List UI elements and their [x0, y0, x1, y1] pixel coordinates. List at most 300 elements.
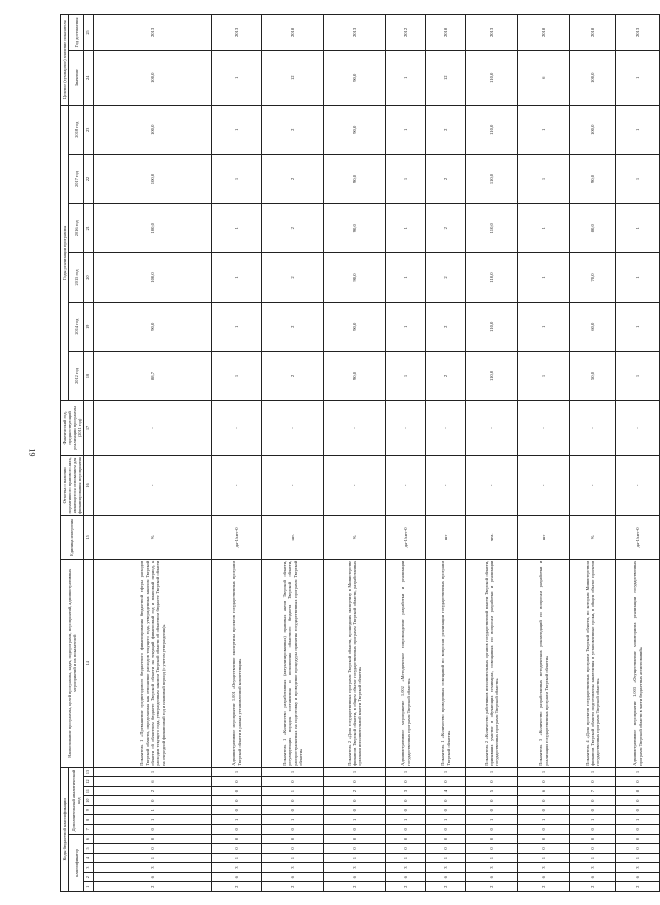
year-value: 2 — [426, 351, 466, 400]
code-digit: 2 — [262, 882, 324, 892]
column-number: 18 — [83, 351, 93, 400]
row-ref: - — [324, 455, 386, 515]
code-digit: 0 — [94, 844, 212, 854]
code-digit: 6 — [616, 872, 660, 882]
code-digit: 0 — [616, 805, 660, 815]
code-digit: 0 — [386, 825, 426, 835]
year-value: 110,0 — [466, 253, 518, 302]
row-ref: - — [94, 455, 212, 515]
target-year-header: Год достижения — [69, 15, 83, 51]
year-value: 1 — [518, 204, 570, 253]
column-number: 15 — [83, 515, 93, 559]
column-number: 9 — [83, 805, 93, 815]
code-digit: 0 — [616, 844, 660, 854]
target-value: 1 — [212, 50, 262, 105]
code-digit: 2 — [324, 882, 386, 892]
row-unit: чел. — [466, 515, 518, 559]
year-value: 50,0 — [570, 351, 616, 400]
code-digit: 0 — [466, 844, 518, 854]
code-digit: 0 — [518, 777, 570, 787]
code-digit: 0 — [212, 805, 262, 815]
code-digit: 1 — [94, 767, 212, 777]
code-sub-header: классификатор — [69, 834, 83, 891]
table-row — [616, 15, 660, 892]
code-digit: 0 — [616, 777, 660, 787]
code-digit: 6 — [426, 872, 466, 882]
year-value: 1 — [616, 302, 660, 351]
year-header: 2016 год — [69, 204, 83, 253]
column-number: 20 — [83, 253, 93, 302]
code-digit: 0 — [212, 844, 262, 854]
year-value: 1 — [212, 302, 262, 351]
code-digit: 0 — [570, 796, 616, 806]
code-digit: 1 — [324, 815, 386, 825]
row-ref: - — [518, 455, 570, 515]
year-value: 1 — [518, 302, 570, 351]
code-digit: 0 — [262, 777, 324, 787]
year-header: 2012 год — [69, 351, 83, 400]
year-value: 1 — [616, 154, 660, 203]
code-digit: 3 — [570, 863, 616, 873]
code-digit: 0 — [616, 825, 660, 835]
row-fact: - — [466, 401, 518, 456]
code-digit: 0 — [94, 834, 212, 844]
code-digit: 1 — [386, 815, 426, 825]
code-digit: 0 — [212, 825, 262, 835]
column-number-row — [83, 15, 93, 892]
code-digit: 0 — [212, 786, 262, 796]
code-digit: 0 — [570, 834, 616, 844]
code-digit: 0 — [324, 844, 386, 854]
code-group-header: Коды бюджетной классификации — [61, 767, 69, 891]
years-group-header: Годы реализации программы — [61, 105, 69, 401]
table-row — [262, 15, 324, 892]
code-digit: 0 — [386, 805, 426, 815]
column-number: 11 — [83, 786, 93, 796]
table-row — [324, 15, 386, 892]
code-digit: 3 — [386, 786, 426, 796]
code-digit: 0 — [262, 796, 324, 806]
code-digit: 0 — [386, 777, 426, 787]
code-digit: 2 — [616, 882, 660, 892]
target-year: 2013 — [94, 15, 212, 51]
row-name: Показатель 4 «Доля проектов государственных программ Тверской области, по которым Министерством финансов Тверской области подготовлены заключения в установленные сроки, в общем объеме проектов государственных программ Тверской области» — [570, 559, 616, 767]
code-digit: 0 — [466, 834, 518, 844]
table-row — [518, 15, 570, 892]
row-unit: шт — [426, 515, 466, 559]
code-digit: 0 — [386, 844, 426, 854]
code-digit: 1 — [212, 853, 262, 863]
code-digit: 1 — [466, 815, 518, 825]
code-digit: 0 — [426, 796, 466, 806]
code-digit: 0 — [324, 796, 386, 806]
target-year: 2013 — [212, 15, 262, 51]
year-value: 1 — [386, 105, 426, 154]
year-value: 1 — [616, 204, 660, 253]
year-value: 90,0 — [324, 302, 386, 351]
year-value: 2 — [426, 302, 466, 351]
year-value: 100,0 — [94, 204, 212, 253]
row-name: Административное мероприятие 1.002 «Методическое сопровождение разработки и реализации государственных программ Тверской области» — [386, 559, 426, 767]
target-value: 100,0 — [94, 50, 212, 105]
code-digit: 1 — [616, 767, 660, 777]
unit-column-header: Единица измерения — [61, 515, 84, 559]
column-number: 8 — [83, 815, 93, 825]
code-digit: 1 — [466, 767, 518, 777]
year-header: 2014 год — [69, 302, 83, 351]
year-value: 100,0 — [94, 154, 212, 203]
column-number: 4 — [83, 853, 93, 863]
year-value: 1 — [386, 302, 426, 351]
code-digit: 1 — [212, 815, 262, 825]
code-digit: 3 — [324, 863, 386, 873]
year-value: 2 — [426, 204, 466, 253]
code-digit: 1 — [518, 767, 570, 777]
target-year: 2012 — [386, 15, 426, 51]
code-digit: 0 — [466, 805, 518, 815]
row-name: Административное мероприятие 1.003 «Осуществление мониторинга реализации государственных программ Тверской области в части бюджетных ассигнований» — [616, 559, 660, 767]
row-fact: - — [324, 401, 386, 456]
code-digit: 2 — [466, 882, 518, 892]
code-digit: 4 — [426, 786, 466, 796]
year-value: 1 — [212, 351, 262, 400]
year-value: 1 — [212, 204, 262, 253]
code-digit: 2 — [324, 786, 386, 796]
row-name: Показатель 3 «Количество разработанных методических рекомендаций по вопросам разработки и реализации государственных программ Тверской области» — [518, 559, 570, 767]
column-number: 17 — [83, 401, 93, 456]
row-fact: - — [518, 401, 570, 456]
code-digit: 1 — [262, 853, 324, 863]
code-digit: 0 — [212, 834, 262, 844]
code-digit: 0 — [212, 777, 262, 787]
code-digit: 6 — [518, 872, 570, 882]
code-digit: 0 — [466, 825, 518, 835]
year-value: 70,0 — [570, 253, 616, 302]
code-digit: 1 — [570, 853, 616, 863]
year-value: 90,0 — [324, 204, 386, 253]
code-digit: 3 — [262, 863, 324, 873]
table-row — [94, 15, 212, 892]
code-digit: 0 — [518, 825, 570, 835]
column-number: 14 — [83, 559, 93, 767]
code-digit: 1 — [262, 815, 324, 825]
year-value: 1 — [386, 204, 426, 253]
year-value: 100,0 — [94, 253, 212, 302]
column-number: 25 — [83, 15, 93, 51]
code-digit: 6 — [212, 872, 262, 882]
year-value: 60,0 — [570, 302, 616, 351]
row-name: Показатель 1 «Количество разработанных (актуализированных) правовых актов Тверской области, регулирующих порядок составления и исполнения областного бюджета Тверской области, распространяемых на подготовку и проведение процедуры принятия государственных программ Тверской области» — [262, 559, 324, 767]
year-value: 90,0 — [94, 302, 212, 351]
ref-column-header: Отметка о наличии нормативного правового акта, являющегося основанием для финансирования мероприятия — [61, 457, 83, 514]
code-digit: 0 — [616, 834, 660, 844]
code-digit: 0 — [518, 834, 570, 844]
row-unit: шт — [518, 515, 570, 559]
row-fact: - — [212, 401, 262, 456]
code-digit: 1 — [386, 767, 426, 777]
year-value: 2 — [262, 105, 324, 154]
code-digit: 0 — [518, 844, 570, 854]
code-digit: 2 — [94, 786, 212, 796]
code-digit: 0 — [324, 825, 386, 835]
code-digit: 0 — [426, 805, 466, 815]
year-value: 110,0 — [466, 351, 518, 400]
column-number: 24 — [83, 50, 93, 105]
year-value: 1 — [212, 253, 262, 302]
code-digit: 0 — [262, 825, 324, 835]
year-value: 1 — [518, 351, 570, 400]
row-unit: да-1/нет-0 — [386, 515, 426, 559]
code-digit: 0 — [94, 796, 212, 806]
code-digit: 0 — [324, 805, 386, 815]
code-digit: 0 — [386, 796, 426, 806]
code-digit: 3 — [212, 863, 262, 873]
code-digit: 1 — [466, 853, 518, 863]
row-ref: - — [466, 455, 518, 515]
year-value: 2 — [426, 105, 466, 154]
page-number: 19 — [27, 448, 37, 457]
year-value: 1 — [616, 253, 660, 302]
target-value: 6 — [518, 50, 570, 105]
column-number: 13 — [83, 767, 93, 777]
row-fact: - — [94, 401, 212, 456]
row-fact: - — [386, 401, 426, 456]
row-unit: % — [324, 515, 386, 559]
target-group-header: Целевое (суммарное) значение показателя — [61, 15, 69, 106]
target-year: 2013 — [324, 15, 386, 51]
year-value: 1 — [386, 253, 426, 302]
code-digit: 0 — [426, 825, 466, 835]
code-digit: 1 — [570, 815, 616, 825]
code-digit: 3 — [518, 863, 570, 873]
code-digit: 2 — [426, 882, 466, 892]
row-name: Показатель 2 «Доля государственных программ Тверской области, прошедших экспертизу в Министерстве финансов Тверской области, в общем объеме государственных программ Тверской области, разработанных органами исполнительной власти Тверской области» — [324, 559, 386, 767]
code-digit: 1 — [616, 853, 660, 863]
code-digit: 0 — [426, 834, 466, 844]
column-number: 23 — [83, 105, 93, 154]
column-number: 2 — [83, 872, 93, 882]
code-digit: 3 — [466, 863, 518, 873]
year-value: 1 — [518, 154, 570, 203]
row-name: Административное мероприятие 1.001 «Осуществление экспертизы проектов государственных программ Тверской области в рамках установленной компетенции» — [212, 559, 262, 767]
code-digit: 2 — [518, 882, 570, 892]
year-value: 90,0 — [324, 105, 386, 154]
code-digit: 1 — [426, 853, 466, 863]
year-header: 2018 год — [69, 105, 83, 154]
year-value: 1 — [616, 105, 660, 154]
code-digit: 0 — [466, 796, 518, 806]
code-digit: 1 — [94, 815, 212, 825]
year-value: 1 — [212, 154, 262, 203]
code-digit: 1 — [94, 853, 212, 863]
year-value: 88,7 — [94, 351, 212, 400]
code-digit: 3 — [426, 863, 466, 873]
year-value: 2 — [262, 204, 324, 253]
code-digit: 0 — [518, 805, 570, 815]
year-value: 1 — [616, 351, 660, 400]
code-digit: 0 — [570, 805, 616, 815]
code-digit: 1 — [324, 767, 386, 777]
code-digit: 5 — [466, 786, 518, 796]
code-digit: 6 — [324, 872, 386, 882]
code-digit: 3 — [94, 863, 212, 873]
code-digit: 7 — [570, 786, 616, 796]
year-header: 2015 год — [69, 253, 83, 302]
code-digit: 0 — [426, 777, 466, 787]
code-digit: 1 — [570, 767, 616, 777]
year-value: 90,0 — [324, 253, 386, 302]
column-number: 5 — [83, 844, 93, 854]
column-number: 12 — [83, 777, 93, 787]
target-value: 110,0 — [466, 50, 518, 105]
year-value: 2 — [426, 253, 466, 302]
year-value: 100,0 — [570, 105, 616, 154]
column-number: 21 — [83, 204, 93, 253]
code-digit: 3 — [386, 863, 426, 873]
code-digit: 1 — [212, 767, 262, 777]
code-digit: 6 — [570, 872, 616, 882]
code-digit: 2 — [94, 882, 212, 892]
target-year: 2018 — [262, 15, 324, 51]
code-digit: 1 — [426, 815, 466, 825]
row-unit: % — [94, 515, 212, 559]
code-digit: 2 — [570, 882, 616, 892]
program-indicators-table — [60, 14, 660, 892]
code-digit: 0 — [324, 777, 386, 787]
year-value: 1 — [386, 154, 426, 203]
code-digit: 0 — [570, 825, 616, 835]
code-digit: 0 — [262, 844, 324, 854]
code-digit: 0 — [212, 796, 262, 806]
table-row — [570, 15, 616, 892]
row-name: Показатель 1 «Превышение среднегодового бюджетного финансирования бюджетной сферы расходов Тверской области, определяемая как отношение расходов текущего года, утвержденных законом Тверской области об областном бюджете Тверской области на текущий финансовый год и плановый период, к расходам текущего года, утвержденным законом Тверской области об областном бюджете Тверской области на очередной финансовый год и плановый период (с учетом утверждения)» — [94, 559, 212, 767]
year-value: 1 — [212, 105, 262, 154]
year-value: 2 — [262, 253, 324, 302]
year-value: 110,0 — [466, 302, 518, 351]
code-digit: 3 — [616, 863, 660, 873]
code-digit: 0 — [386, 834, 426, 844]
code-digit: 0 — [616, 796, 660, 806]
code-digit: 6 — [386, 872, 426, 882]
row-name: Показатель 2 «Количество работников исполнительных органов государственной власти Тверской области, принявших участие в обучающих семинарах, совещаниях по вопросам разработки и реализации государственных программ Тверской области» — [466, 559, 518, 767]
row-fact: - — [262, 401, 324, 456]
row-unit: да-1/нет-0 — [616, 515, 660, 559]
code-digit: 1 — [616, 815, 660, 825]
code-digit: 0 — [262, 834, 324, 844]
column-number: 6 — [83, 834, 93, 844]
row-unit: % — [570, 515, 616, 559]
code-digit: 2 — [212, 882, 262, 892]
row-ref: - — [570, 455, 616, 515]
target-value: 90,0 — [324, 50, 386, 105]
row-fact: - — [616, 401, 660, 456]
year-value: 2 — [262, 302, 324, 351]
target-year: 2018 — [570, 15, 616, 51]
header-row-top — [61, 15, 69, 892]
code-digit: 2 — [386, 882, 426, 892]
code-digit: 0 — [570, 844, 616, 854]
code-digit: 0 — [324, 834, 386, 844]
target-year: 2013 — [616, 15, 660, 51]
row-ref: - — [212, 455, 262, 515]
target-year: 2018 — [426, 15, 466, 51]
target-value-header: Значение — [69, 50, 83, 105]
year-value: 1 — [386, 351, 426, 400]
code-digit: 8 — [616, 786, 660, 796]
year-value: 110,0 — [466, 204, 518, 253]
year-value: 90,0 — [570, 154, 616, 203]
document-page — [60, 14, 643, 892]
year-header: 2017 год — [69, 154, 83, 203]
target-value: 1 — [616, 50, 660, 105]
row-fact: - — [426, 401, 466, 456]
table-row — [386, 15, 426, 892]
column-number: 10 — [83, 796, 93, 806]
code-digit: 1 — [386, 853, 426, 863]
code-digit: 6 — [466, 872, 518, 882]
year-value: 1 — [518, 253, 570, 302]
year-value: 90,0 — [324, 154, 386, 203]
row-ref: - — [616, 455, 660, 515]
code-digit: 1 — [518, 853, 570, 863]
column-number: 7 — [83, 825, 93, 835]
code-digit: 1 — [94, 805, 212, 815]
year-value: 90,0 — [324, 351, 386, 400]
target-year: 2013 — [466, 15, 518, 51]
year-value: 2 — [262, 351, 324, 400]
code-digit: 0 — [426, 844, 466, 854]
row-ref: - — [386, 455, 426, 515]
column-number: 16 — [83, 455, 93, 515]
row-fact: - — [570, 401, 616, 456]
code-digit: 1 — [518, 815, 570, 825]
code-digit: 1 — [324, 853, 386, 863]
column-number: 22 — [83, 154, 93, 203]
code-digit: 1 — [262, 786, 324, 796]
name-column-header: Наименование программы, целей программы, задач, подпрограмм, мероприятий, административных мероприятий и их показателей — [61, 559, 84, 767]
row-unit: шт. — [262, 515, 324, 559]
target-value: 1 — [386, 50, 426, 105]
year-value: 2 — [426, 154, 466, 203]
code-digit: 0 — [262, 805, 324, 815]
code-digit: 6 — [94, 777, 212, 787]
code-digit: 0 — [570, 777, 616, 787]
year-value: 2 — [262, 154, 324, 203]
table-row — [426, 15, 466, 892]
code-digit: 1 — [262, 767, 324, 777]
add-group-header: Дополнительный аналитический код — [69, 767, 83, 834]
target-value: 12 — [426, 50, 466, 105]
year-value: 1 — [518, 105, 570, 154]
code-digit: 6 — [94, 872, 212, 882]
year-value: 110,0 — [466, 105, 518, 154]
target-year: 2018 — [518, 15, 570, 51]
code-digit: 1 — [426, 767, 466, 777]
code-digit: 6 — [518, 786, 570, 796]
year-value: 80,0 — [570, 204, 616, 253]
code-digit: 0 — [518, 796, 570, 806]
row-ref: - — [262, 455, 324, 515]
column-number: 3 — [83, 863, 93, 873]
table-row — [212, 15, 262, 892]
target-value: 12 — [262, 50, 324, 105]
target-value: 100,0 — [570, 50, 616, 105]
row-name: Показатель 1 «Количество проведенных совещаний по вопросам реализации государственных программ Тверской области» — [426, 559, 466, 767]
row-unit: да-1/нет-0 — [212, 515, 262, 559]
code-digit: 0 — [94, 825, 212, 835]
code-digit: 6 — [262, 872, 324, 882]
column-number: 19 — [83, 302, 93, 351]
